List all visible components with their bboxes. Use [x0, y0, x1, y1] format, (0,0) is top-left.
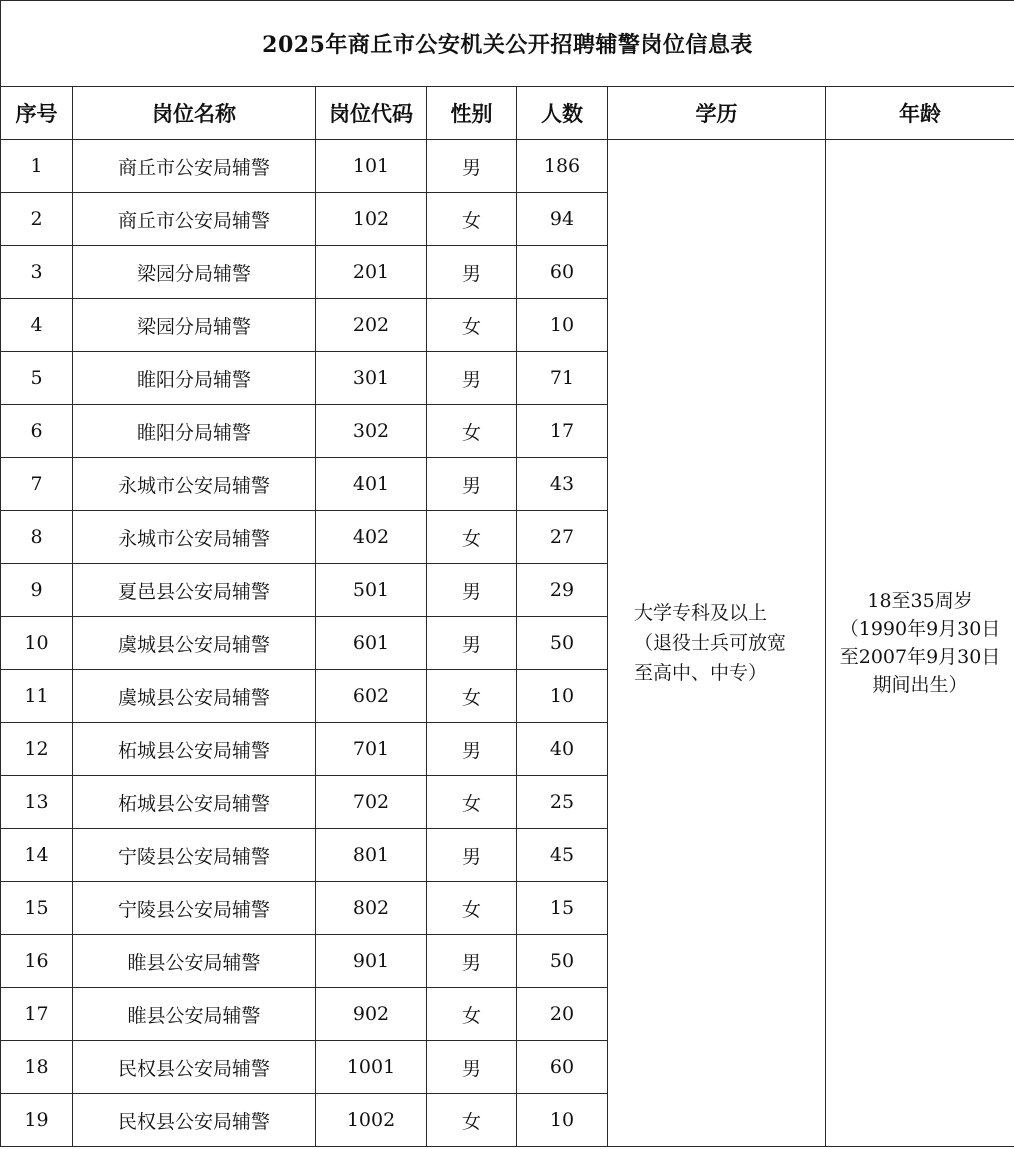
- header-position: 岗位名称: [73, 87, 316, 140]
- row-position-cell: 睢县公安局辅警: [73, 935, 316, 988]
- row-gender-cell: 男: [427, 564, 517, 617]
- row-gender-cell: 女: [427, 988, 517, 1041]
- row-position-cell: 柘城县公安局辅警: [73, 723, 316, 776]
- row-count-cell: 50: [517, 935, 608, 988]
- row-count-cell: 94: [517, 193, 608, 246]
- row-code-cell: 701: [316, 723, 427, 776]
- row-count-cell: 27: [517, 511, 608, 564]
- row-gender-cell: 男: [427, 617, 517, 670]
- row-code-cell: 602: [316, 670, 427, 723]
- row-count-cell: 71: [517, 352, 608, 405]
- row-code-cell: 401: [316, 458, 427, 511]
- row-gender-cell: 男: [427, 829, 517, 882]
- row-gender-cell: 女: [427, 670, 517, 723]
- row-index-cell: 15: [1, 882, 73, 935]
- education-line: 大学专科及以上: [634, 602, 768, 624]
- row-position-cell: 虞城县公安局辅警: [73, 617, 316, 670]
- row-position-cell: 柘城县公安局辅警: [73, 776, 316, 829]
- row-code-cell: 302: [316, 405, 427, 458]
- row-position-cell: 睢阳分局辅警: [73, 352, 316, 405]
- row-position-cell: 永城市公安局辅警: [73, 511, 316, 564]
- row-count-cell: 45: [517, 829, 608, 882]
- row-code-cell: 402: [316, 511, 427, 564]
- row-code-cell: 801: [316, 829, 427, 882]
- row-gender-cell: 女: [427, 882, 517, 935]
- age-line: 至2007年9月30日: [839, 646, 1001, 668]
- row-index-cell: 10: [1, 617, 73, 670]
- row-index-cell: 2: [1, 193, 73, 246]
- header-code: 岗位代码: [316, 87, 427, 140]
- row-position-cell: 睢阳分局辅警: [73, 405, 316, 458]
- row-position-cell: 民权县公安局辅警: [73, 1041, 316, 1094]
- row-count-cell: 40: [517, 723, 608, 776]
- row-position-cell: 商丘市公安局辅警: [73, 140, 316, 193]
- row-count-cell: 60: [517, 246, 608, 299]
- age-requirement-cell: [826, 140, 1014, 1147]
- row-code-cell: 101: [316, 140, 427, 193]
- row-index-cell: 13: [1, 776, 73, 829]
- row-index-cell: 7: [1, 458, 73, 511]
- row-count-cell: 15: [517, 882, 608, 935]
- education-line: （退役士兵可放宽: [634, 632, 787, 654]
- row-code-cell: 501: [316, 564, 427, 617]
- row-code-cell: 1001: [316, 1041, 427, 1094]
- row-index-cell: 5: [1, 352, 73, 405]
- row-count-cell: 186: [517, 140, 608, 193]
- row-index-cell: 8: [1, 511, 73, 564]
- row-position-cell: 宁陵县公安局辅警: [73, 882, 316, 935]
- row-code-cell: 102: [316, 193, 427, 246]
- row-position-cell: 梁园分局辅警: [73, 246, 316, 299]
- row-gender-cell: 女: [427, 299, 517, 352]
- education-line: 至高中、中专）: [634, 662, 768, 684]
- row-position-cell: 睢县公安局辅警: [73, 988, 316, 1041]
- row-gender-cell: 男: [427, 1041, 517, 1094]
- row-code-cell: 301: [316, 352, 427, 405]
- age-line: 期间出生）: [872, 674, 968, 696]
- header-gender: 性别: [427, 87, 517, 140]
- age-line: 18至35周岁: [867, 590, 973, 612]
- row-gender-cell: 男: [427, 723, 517, 776]
- education-requirement-cell: [608, 140, 826, 1147]
- row-gender-cell: 男: [427, 458, 517, 511]
- row-code-cell: 902: [316, 988, 427, 1041]
- header-index: 序号: [1, 87, 73, 140]
- row-index-cell: 6: [1, 405, 73, 458]
- row-position-cell: 民权县公安局辅警: [73, 1094, 316, 1147]
- row-index-cell: 16: [1, 935, 73, 988]
- row-position-cell: 永城市公安局辅警: [73, 458, 316, 511]
- row-code-cell: 901: [316, 935, 427, 988]
- header-age: 年龄: [826, 87, 1014, 140]
- row-gender-cell: 女: [427, 511, 517, 564]
- row-code-cell: 202: [316, 299, 427, 352]
- row-position-cell: 虞城县公安局辅警: [73, 670, 316, 723]
- row-gender-cell: 男: [427, 352, 517, 405]
- row-position-cell: 梁园分局辅警: [73, 299, 316, 352]
- row-index-cell: 3: [1, 246, 73, 299]
- row-count-cell: 60: [517, 1041, 608, 1094]
- row-index-cell: 4: [1, 299, 73, 352]
- row-index-cell: 19: [1, 1094, 73, 1147]
- row-index-cell: 9: [1, 564, 73, 617]
- row-count-cell: 50: [517, 617, 608, 670]
- row-index-cell: 17: [1, 988, 73, 1041]
- row-index-cell: 11: [1, 670, 73, 723]
- row-gender-cell: 男: [427, 140, 517, 193]
- row-position-cell: 夏邑县公安局辅警: [73, 564, 316, 617]
- header-row: [1, 87, 1014, 140]
- title-row: [1, 1, 1014, 87]
- row-count-cell: 10: [517, 670, 608, 723]
- row-count-cell: 25: [517, 776, 608, 829]
- row-count-cell: 10: [517, 1094, 608, 1147]
- row-count-cell: 43: [517, 458, 608, 511]
- row-gender-cell: 女: [427, 1094, 517, 1147]
- table-title: 2025年商丘市公安机关公开招聘辅警岗位信息表: [1, 1, 1014, 87]
- row-gender-cell: 女: [427, 776, 517, 829]
- row-index-cell: 1: [1, 140, 73, 193]
- table-row: [1, 140, 1014, 193]
- header-education: 学历: [608, 87, 826, 140]
- row-gender-cell: 女: [427, 405, 517, 458]
- row-code-cell: 702: [316, 776, 427, 829]
- row-count-cell: 17: [517, 405, 608, 458]
- row-index-cell: 18: [1, 1041, 73, 1094]
- row-code-cell: 601: [316, 617, 427, 670]
- age-line: （1990年9月30日: [839, 618, 1001, 640]
- row-index-cell: 12: [1, 723, 73, 776]
- row-position-cell: 宁陵县公安局辅警: [73, 829, 316, 882]
- header-count: 人数: [517, 87, 608, 140]
- row-code-cell: 201: [316, 246, 427, 299]
- row-count-cell: 29: [517, 564, 608, 617]
- row-gender-cell: 男: [427, 246, 517, 299]
- row-gender-cell: 女: [427, 193, 517, 246]
- row-position-cell: 商丘市公安局辅警: [73, 193, 316, 246]
- row-count-cell: 10: [517, 299, 608, 352]
- row-code-cell: 1002: [316, 1094, 427, 1147]
- row-index-cell: 14: [1, 829, 73, 882]
- row-count-cell: 20: [517, 988, 608, 1041]
- row-code-cell: 802: [316, 882, 427, 935]
- row-gender-cell: 男: [427, 935, 517, 988]
